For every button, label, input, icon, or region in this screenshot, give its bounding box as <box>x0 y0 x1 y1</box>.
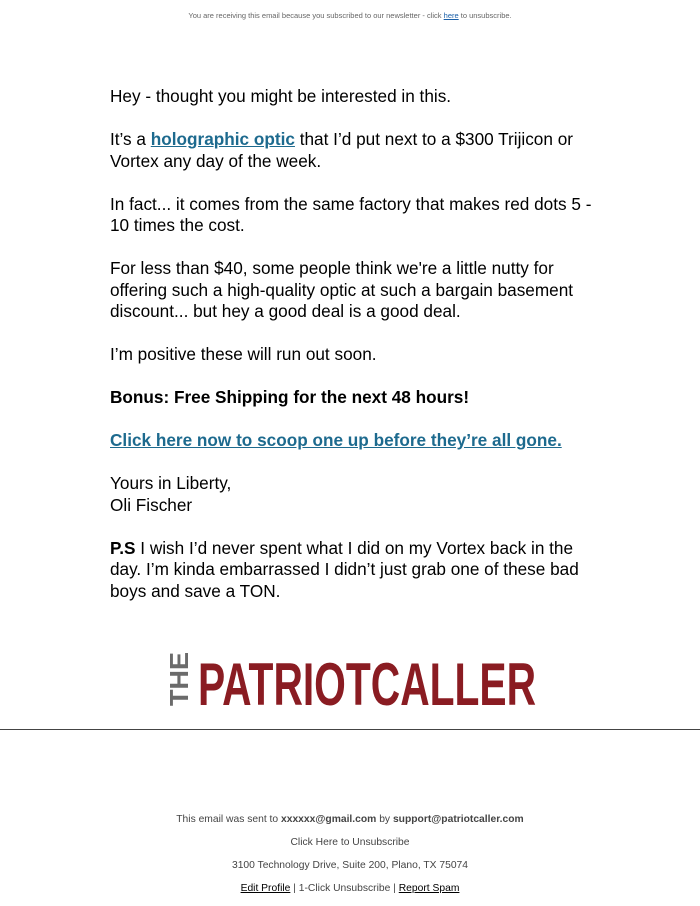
paragraph-run-out: I’m positive these will run out soon. <box>110 344 377 364</box>
bonus-line: Bonus: Free Shipping for the next 48 hours! <box>110 387 470 407</box>
paragraph-text: It’s a <box>110 129 151 149</box>
paragraph-text: that I’d put next to a $300 Trijicon or Vortex any day of the week. <box>110 129 573 171</box>
recipient-email: xxxxxx@gmail.com <box>281 814 377 825</box>
signature-name: Oli Fischer <box>110 494 193 515</box>
logo-name-text: PATRIOTCALLER <box>198 651 536 718</box>
greeting: Hey - thought you might be interested in this. <box>110 86 452 106</box>
ps-label: P.S <box>110 537 136 558</box>
cta-link[interactable]: Click here now to scoop one up before they’re all gone. <box>110 430 562 450</box>
patriotcaller-logo <box>164 650 536 718</box>
separator: | <box>290 883 299 894</box>
paragraph-optic <box>110 129 600 172</box>
sent-to-line <box>0 814 700 837</box>
top-notice-text: You are receiving this email because you subscribed to our newsletter - click <box>188 11 444 20</box>
footer-divider <box>0 729 700 730</box>
footer-text: This email was sent to <box>176 814 281 825</box>
report-spam-link[interactable]: Report Spam <box>398 883 460 894</box>
edit-profile-link[interactable]: Edit Profile <box>240 883 291 894</box>
email-body <box>110 86 600 624</box>
address-line: 3100 Technology Drive, Suite 200, Plano, TX 75074 <box>231 860 469 871</box>
unsubscribe-line[interactable]: Click Here to Unsubscribe <box>290 837 410 848</box>
footer <box>0 814 700 906</box>
top-notice <box>0 11 700 20</box>
sender-email: support@patriotcaller.com <box>392 814 524 825</box>
cta-paragraph <box>110 430 600 452</box>
one-click-unsubscribe-link[interactable]: 1-Click Unsubscribe <box>298 883 391 894</box>
unsubscribe-here-link[interactable]: here <box>443 11 459 20</box>
separator: | <box>390 883 399 894</box>
signature-block <box>110 473 600 516</box>
signoff: Yours in Liberty, <box>110 473 232 493</box>
footer-links <box>0 883 700 906</box>
paragraph-factory: In fact... it comes from the same factory that makes red dots 5 - 10 times the cost. <box>110 193 592 235</box>
holographic-optic-link[interactable]: holographic optic <box>150 129 295 149</box>
ps-text: I wish I’d never spent what I did on my Vortex back in the day. I’m kinda embarrassed I didn’t just grab one of these bad boys and save a TON. <box>110 537 579 601</box>
top-notice-text-end: to unsubscribe. <box>458 11 512 20</box>
paragraph-price: For less than $40, some people think we're a little nutty for offering such a high-quality optic at such a bargain basement discount... but hey a good deal is a good deal. <box>110 258 574 321</box>
footer-text: by <box>376 814 393 825</box>
logo-the-text: THE <box>164 654 194 706</box>
ps-paragraph <box>110 538 600 603</box>
